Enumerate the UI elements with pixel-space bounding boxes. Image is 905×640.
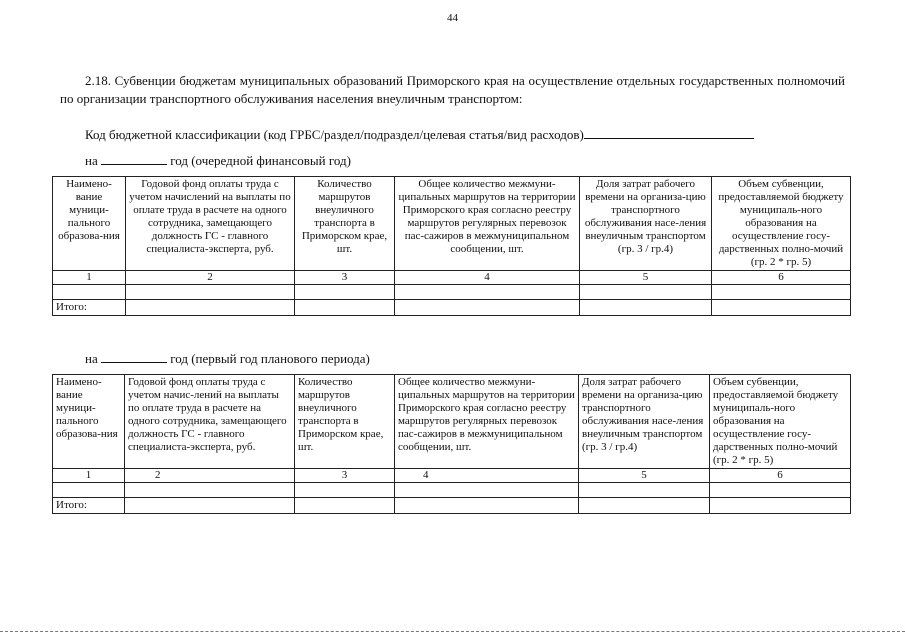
col-number: 2: [126, 271, 295, 285]
year1-prefix: на: [85, 153, 98, 168]
col-number: 4: [395, 271, 580, 285]
table-current-year: [52, 176, 851, 316]
col-header: Годовой фонд оплаты труда с учетом начис-лений на выплаты по оплате труда в расчете на одного сотрудника, замещающего должность ГС - главного специалиста-эксперта, руб.: [125, 375, 295, 469]
data-cell[interactable]: [710, 498, 851, 514]
col-number: 4: [395, 469, 579, 483]
col-header: Наимено-вание муници-пального образова-ния: [53, 177, 126, 271]
total-row: [53, 300, 851, 316]
data-cell[interactable]: [395, 483, 579, 498]
col-number: 6: [710, 469, 851, 483]
data-cell[interactable]: [395, 285, 580, 300]
table-header-row: [53, 177, 851, 271]
col-number: 5: [579, 469, 710, 483]
kbk-blank: [584, 126, 754, 139]
data-cell[interactable]: [295, 483, 395, 498]
data-cell[interactable]: [125, 483, 295, 498]
col-number: 5: [580, 271, 712, 285]
col-header: Количество маршрутов внеуличного транспорта в Приморском крае, шт.: [295, 177, 395, 271]
data-cell[interactable]: [580, 285, 712, 300]
data-cell[interactable]: [295, 300, 395, 316]
col-header: Годовой фонд оплаты труда с учетом начислений на выплаты по оплате труда в расчете на одного сотрудника, замещающего должность ГС - главного специалиста-эксперта, руб.: [126, 177, 295, 271]
year2-prefix: на: [85, 351, 98, 366]
col-number: 3: [295, 271, 395, 285]
col-number: 3: [295, 469, 395, 483]
kbk-label: Код бюджетной классификации (код ГРБС/раздел/подраздел/целевая статья/вид расходов): [85, 127, 584, 142]
year1-line: [85, 152, 351, 169]
col-header: Количество маршрутов внеуличного транспорта в Приморском крае, шт.: [295, 375, 395, 469]
table-planning-year: [52, 374, 851, 514]
total-row: [53, 498, 851, 514]
col-number: 6: [712, 271, 851, 285]
data-cell[interactable]: [125, 498, 295, 514]
total-label: Итого:: [53, 300, 126, 316]
total-label: Итого:: [53, 498, 125, 514]
data-cell[interactable]: [53, 285, 126, 300]
year2-line: [85, 350, 370, 367]
data-cell[interactable]: [53, 483, 125, 498]
col-header: Объем субвенции, предоставляемой бюджету муниципаль-ного образования на осуществление госу-дарственных полно-мочий (гр. 2 * гр. 5): [712, 177, 851, 271]
data-cell[interactable]: [580, 300, 712, 316]
col-header: Наимено-вание муници-пального образова-ния: [53, 375, 125, 469]
column-number-row: [53, 271, 851, 285]
data-cell[interactable]: [295, 285, 395, 300]
col-number: 1: [53, 271, 126, 285]
col-header: Объем субвенции, предоставляемой бюджету муниципаль-ного образования на осуществление госу-дарственных полно-мочий (гр. 2 * гр. 5): [710, 375, 851, 469]
col-number: 1: [53, 469, 125, 483]
data-cell[interactable]: [395, 498, 579, 514]
data-cell[interactable]: [395, 300, 580, 316]
col-header: Доля затрат рабочего времени на организа-цию транспортного обслуживания насе-ления внеуличным транспортом (гр. 3 / гр.4): [579, 375, 710, 469]
table-header-row: [53, 375, 851, 469]
scan-edge-divider: [0, 631, 905, 632]
budget-classification-line: [85, 126, 754, 143]
column-number-row: [53, 469, 851, 483]
year1-blank: [101, 152, 167, 165]
data-cell[interactable]: [712, 285, 851, 300]
col-header: Общее количество межмуни-ципальных маршрутов на территории Приморского края согласно реестру маршрутов регулярных перевозок пас-сажиров в межмуниципальном сообщении, шт.: [395, 375, 579, 469]
col-header: Доля затрат рабочего времени на организа-цию транспортного обслуживания насе-ления внеуличным транспортом (гр. 3 / гр.4): [580, 177, 712, 271]
data-cell[interactable]: [579, 498, 710, 514]
col-number: 2: [125, 469, 295, 483]
section-paragraph: 2.18. Субвенции бюджетам муниципальных образований Приморского края на осуществление отдельных государственных полномочий по организации транспортного обслуживания населения внеуличным транспортом:: [60, 73, 845, 106]
data-cell[interactable]: [710, 483, 851, 498]
page-number: 44: [447, 12, 458, 24]
year2-suffix: год (первый год планового периода): [170, 351, 370, 366]
data-cell[interactable]: [295, 498, 395, 514]
data-cell[interactable]: [579, 483, 710, 498]
year1-suffix: год (очередной финансовый год): [170, 153, 351, 168]
table-row: [53, 285, 851, 300]
data-cell[interactable]: [712, 300, 851, 316]
col-header: Общее количество межмуни-ципальных маршрутов на территории Приморского края согласно реестру маршрутов регулярных перевозок пас-сажиров в межмуниципальном сообщении, шт.: [395, 177, 580, 271]
table-row: [53, 483, 851, 498]
year2-blank: [101, 350, 167, 363]
data-cell[interactable]: [126, 300, 295, 316]
data-cell[interactable]: [126, 285, 295, 300]
